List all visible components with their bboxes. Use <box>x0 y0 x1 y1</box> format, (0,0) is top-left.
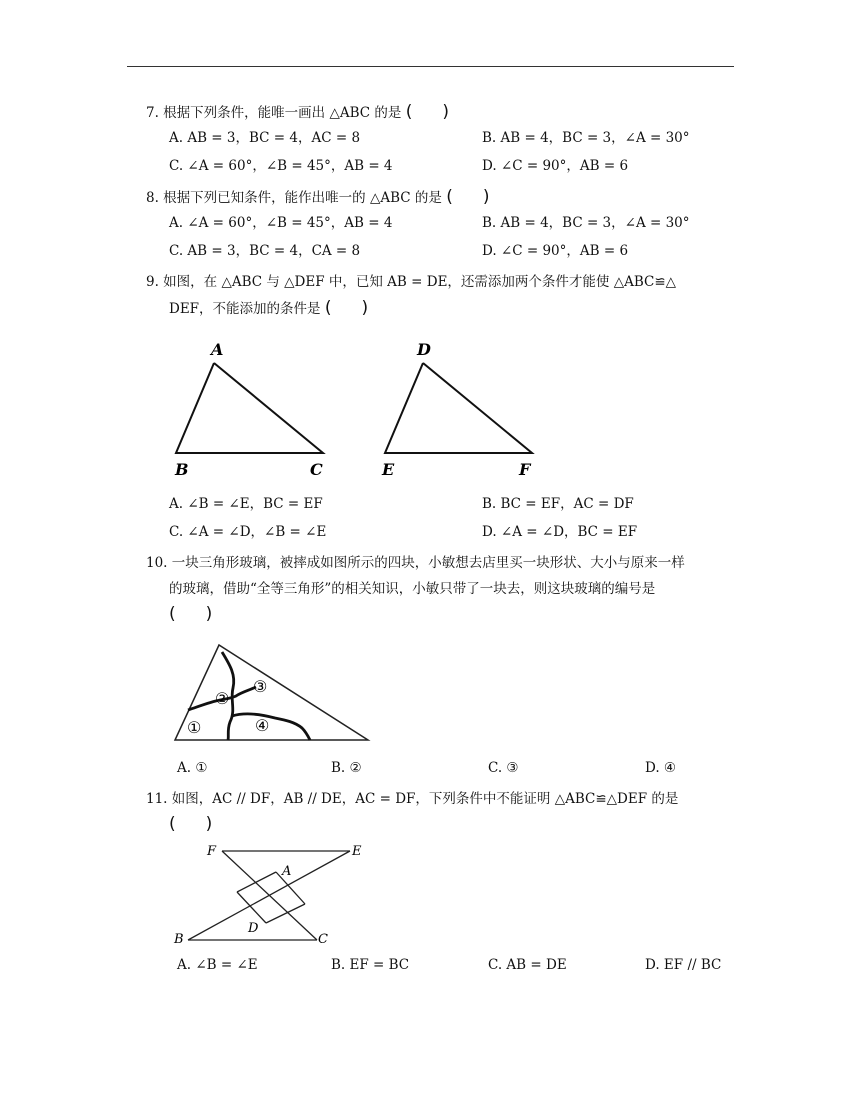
q8-option-c: C. AB = 3，BC = 4，CA = 8 <box>169 243 361 259</box>
label-c: C <box>318 932 328 947</box>
question-8-stem: 8. 根据下列已知条件，能作出唯一的 △ABC 的是 ( ) <box>146 187 490 207</box>
question-7-stem: 7. 根据下列条件，能唯一画出 △ABC 的是 ( ) <box>146 102 449 122</box>
piece-3-label: ③ <box>253 677 268 696</box>
q9-option-a: A. ∠B = ∠E，BC = EF <box>169 496 323 512</box>
piece-1-label: ① <box>187 718 202 737</box>
label-e: E <box>352 844 362 859</box>
q8-option-b: B. AB = 4，BC = 3，∠A = 30° <box>482 215 690 231</box>
question-11-paren-line <box>169 815 212 834</box>
question-10-stem-line2: 的玻璃，借助“全等三角形”的相关知识，小敏只带了一块去，则这块玻璃的编号是 <box>169 581 656 597</box>
label-e: E <box>382 460 395 479</box>
q9-option-c: C. ∠A = ∠D，∠B = ∠E <box>169 524 327 540</box>
q11-option-d: D. EF // BC <box>645 957 722 973</box>
answer-paren: ( ) <box>169 604 213 624</box>
label-b: B <box>174 932 184 947</box>
q10-option-a: A. ① <box>177 760 208 776</box>
label-b: B <box>175 460 189 479</box>
figure-q9-triangles <box>160 335 560 485</box>
q7-option-a: A. AB = 3，BC = 4，AC = 8 <box>169 130 361 146</box>
answer-paren: ( ) <box>169 814 213 834</box>
figure-q11-parallel <box>170 840 370 950</box>
question-9-stem-line2: DEF，不能添加的条件是 ( ) <box>169 298 369 318</box>
segment-dc <box>266 904 305 923</box>
q8-option-a: A. ∠A = 60°，∠B = 45°，AB = 4 <box>169 215 393 231</box>
q11-option-c: C. AB = DE <box>488 957 567 973</box>
answer-paren: ( ) <box>405 102 449 122</box>
q7-option-c: C. ∠A = 60°，∠B = 45°，AB = 4 <box>169 158 393 174</box>
segment-ad <box>237 872 276 892</box>
answer-paren: ( ) <box>324 298 369 318</box>
q8-option-d: D. ∠C = 90°，AB = 6 <box>482 243 629 259</box>
q11-option-b: B. EF = BC <box>331 957 410 973</box>
answer-paren: ( ) <box>446 187 490 207</box>
piece-4-label: ④ <box>255 716 270 735</box>
label-a: A <box>282 864 292 879</box>
question-11-stem-line1: 11. 如图，AC // DF，AB // DE，AC = DF，下列条件中不能证明 △ABC≌△DEF 的是 <box>146 791 679 807</box>
crack-line-3 <box>232 714 310 740</box>
label-f: F <box>207 844 217 859</box>
label-c: C <box>310 460 323 479</box>
q11-option-a: A. ∠B = ∠E <box>177 957 258 973</box>
glass-triangle <box>175 645 368 740</box>
q9-option-d: D. ∠A = ∠D，BC = EF <box>482 524 638 540</box>
header-rule <box>127 66 734 67</box>
question-10-paren-line <box>169 605 212 624</box>
q10-option-c: C. ③ <box>488 760 519 776</box>
label-f: F <box>519 460 531 479</box>
label-d: D <box>248 921 259 936</box>
line-fc <box>222 851 317 940</box>
question-10-stem-line1: 10. 一块三角形玻璃，被摔成如图所示的四块，小敏想去店里买一块形状、大小与原来一样 <box>146 555 685 571</box>
figure-q10-broken-glass <box>170 640 380 750</box>
q7-option-b: B. AB = 4，BC = 3，∠A = 30° <box>482 130 690 146</box>
q7-option-d: D. ∠C = 90°，AB = 6 <box>482 158 629 174</box>
triangle-abc <box>176 363 323 453</box>
label-a: A <box>211 340 224 359</box>
q9-option-b: B. BC = EF，AC = DF <box>482 496 634 512</box>
triangle-def <box>385 363 532 453</box>
label-d: D <box>417 340 431 359</box>
q10-option-b: B. ② <box>331 760 362 776</box>
question-9-stem-line1: 9. 如图，在 △ABC 与 △DEF 中，已知 AB = DE，还需添加两个条件才能使 △ABC≌△ <box>146 274 677 290</box>
q10-option-d: D. ④ <box>645 760 677 776</box>
segment-df <box>237 892 266 923</box>
piece-2-label: ② <box>215 689 230 708</box>
